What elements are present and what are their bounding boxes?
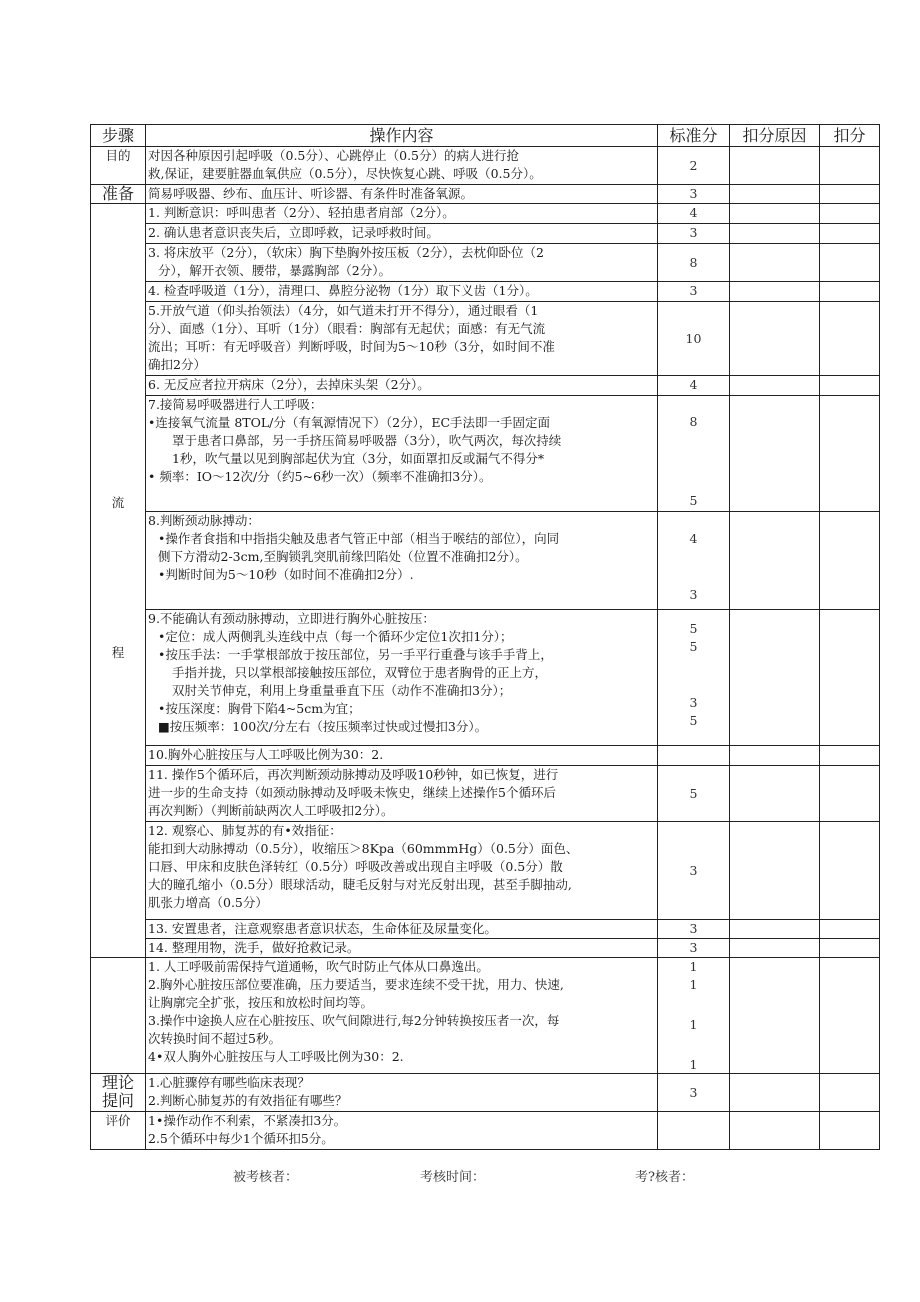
purpose-row bbox=[91, 147, 880, 185]
flow-9-line-4: 手指并拢，只以掌根部接触按压部位，双臂位于患者胸骨的正上方， bbox=[172, 665, 548, 680]
flow-11-line-1: 11. 操作5个循环后，再次判断颈动脉搏动及呼吸10秒钟，如已恢复，进行 bbox=[148, 767, 559, 782]
flow-5-line-4: 确扣2分） bbox=[148, 357, 206, 372]
notes-line-2: 2.胸外心脏按压部位要准确，压力要适当，要求连续不受干扰，用力、快速, bbox=[148, 977, 564, 992]
flow-4-text: 4. 检查呼吸道（1分），清理口、鼻腔分泌物（1分）取下义齿（1分）。 bbox=[148, 283, 538, 298]
flow-2-score: 3 bbox=[658, 224, 730, 244]
prep-content bbox=[146, 185, 658, 204]
flow-5-reason bbox=[730, 302, 820, 376]
header-step: 步骤 bbox=[91, 125, 146, 147]
flow-14-text: 14. 整理用物，洗手，做好抢救记录。 bbox=[148, 940, 360, 955]
flow-8-deduct bbox=[820, 512, 880, 610]
flow-7-score-cell bbox=[658, 396, 730, 512]
flow-8-score-2: 3 bbox=[689, 587, 698, 602]
flow-row-12 bbox=[91, 822, 880, 920]
flow-3-line-2: 分），解开衣领、腰带，暴露胸部（2分）。 bbox=[158, 263, 391, 278]
step-flow-char-1: 流 bbox=[111, 495, 125, 510]
flow-2-text: 2. 确认患者意识丧失后，立即呼救，记录呼救时间。 bbox=[148, 225, 439, 240]
flow-12-reason bbox=[730, 822, 820, 920]
flow-13-content bbox=[146, 920, 658, 939]
header-deduct-reason: 扣分原因 bbox=[730, 125, 820, 147]
flow-6-text: 6. 无反应者拉开病床（2分），去掉床头架（2分）。 bbox=[148, 377, 430, 392]
notes-line-4: 3.操作中途换人应在心脏按压、吹气间隙进行,每2分钟转换按压者一次，每 bbox=[148, 1013, 560, 1028]
purpose-line-1: 对因各种原因引起呼吸（0.5分）、心跳停止（0.5分）的病人进行抢 bbox=[148, 148, 520, 163]
eval-deduct bbox=[820, 1112, 880, 1150]
step-notes bbox=[91, 958, 146, 1074]
prep-text: 简易呼吸器、纱布、血压计、听诊器、有条件时准备氧源。 bbox=[148, 186, 474, 201]
flow-12-line-5: 肌张力增高（0.5分） bbox=[148, 895, 268, 910]
flow-row-11 bbox=[91, 766, 880, 822]
flow-row-9 bbox=[91, 610, 880, 746]
prep-row bbox=[91, 185, 880, 204]
eval-score bbox=[658, 1112, 730, 1150]
prep-deduct bbox=[820, 185, 880, 204]
flow-7-line-4: 1秒，吹气量以见到胸部起伏为宜（3分，如面罩扣反或漏气不得分* bbox=[172, 451, 545, 466]
flow-row-5 bbox=[91, 302, 880, 376]
flow-7-line-5: • 频率：IO～12次/分（约5~6秒一次）（频率不准确扣3分）。 bbox=[148, 469, 492, 484]
flow-11-content bbox=[146, 766, 658, 822]
notes-deduct bbox=[820, 958, 880, 1074]
flow-3-score: 8 bbox=[658, 244, 730, 282]
flow-12-content bbox=[146, 822, 658, 920]
flow-5-line-2: 分）、面感（1分）、耳听（1分）（眼看：胸部有无起伏；面感：有无气流 bbox=[148, 321, 546, 336]
step-purpose: 目的 bbox=[91, 147, 146, 185]
footer-examinee: 被考核者： bbox=[233, 1170, 299, 1185]
flow-9-score-2: 5 bbox=[689, 639, 698, 654]
flow-7-line-1: 7.接简易呼吸器进行人工呼吸： bbox=[148, 397, 323, 412]
flow-row-7 bbox=[91, 396, 880, 512]
flow-14-content bbox=[146, 939, 658, 958]
step-theory-line-1: 理论 bbox=[101, 1073, 134, 1092]
flow-4-score: 3 bbox=[658, 282, 730, 302]
theory-reason bbox=[730, 1074, 820, 1112]
flow-9-score-cell bbox=[658, 610, 730, 746]
flow-1-text: 1. 判断意识：呼叫患者（2分）、轻拍患者肩部（2分）。 bbox=[148, 205, 455, 220]
notes-content bbox=[146, 958, 658, 1074]
flow-12-line-4: 大的瞳孔缩小（0.5分）眼球活动，睫毛反射与对光反射出现，甚至手脚抽动, bbox=[148, 877, 572, 892]
notes-line-5: 次转换时间不超过5秒。 bbox=[148, 1031, 281, 1046]
flow-6-content bbox=[146, 376, 658, 396]
flow-11-line-2: 进一步的生命支持（如颈动脉搏动及呼吸未恢史，继续上述操作5个循环后 bbox=[148, 785, 556, 800]
purpose-deduct bbox=[820, 147, 880, 185]
notes-line-1: 1. 人工呼吸前需保持气道通畅，吹气时防止气体从口鼻逸出。 bbox=[148, 959, 489, 974]
flow-7-line-2: •连接氧气流量 8TOL/分（有氧源情况下）（2分），EC手法即一手固定面 bbox=[148, 415, 551, 430]
theory-score: 3 bbox=[658, 1074, 730, 1112]
flow-12-line-2: 能扣到大动脉搏动（0.5分），收缩压＞8Kpa（60mmmHg）（0.5分）面色、 bbox=[148, 841, 579, 856]
step-prep: 准备 bbox=[91, 185, 146, 204]
header-standard-score: 标准分 bbox=[658, 125, 730, 147]
flow-9-reason bbox=[730, 610, 820, 746]
flow-14-score: 3 bbox=[658, 939, 730, 958]
flow-8-content bbox=[146, 512, 658, 610]
flow-9-content bbox=[146, 610, 658, 746]
flow-9-deduct bbox=[820, 610, 880, 746]
flow-7-line-3: 罩于患者口鼻部，另一手挤压简易呼吸器（3分），吹气两次，每次持续 bbox=[172, 433, 562, 448]
step-theory-line-2: 提问 bbox=[101, 1091, 134, 1110]
flow-11-line-3: 再次判断）（判断前缺两次人工呼吸扣2分）。 bbox=[148, 803, 394, 818]
flow-13-text: 13. 安置患者，注意观察患者意识状态，生命体征及尿量变化。 bbox=[148, 921, 497, 936]
flow-14-deduct bbox=[820, 939, 880, 958]
flow-1-score: 4 bbox=[658, 204, 730, 224]
notes-score-1: 1 bbox=[689, 959, 698, 974]
flow-9-line-2: •定位：成人两侧乳头连线中点（每一个循环少定位1次扣1分）； bbox=[158, 629, 513, 644]
flow-8-reason bbox=[730, 512, 820, 610]
flow-9-line-1: 9.不能确认有颈动脉搏动，立即进行胸外心脏按压： bbox=[148, 611, 435, 626]
theory-line-2: 2.判断心肺复苏的有效指征有哪些？ bbox=[148, 1093, 348, 1108]
theory-line-1: 1.心脏骤停有哪些临床表现？ bbox=[148, 1075, 310, 1090]
flow-9-score-1: 5 bbox=[689, 621, 698, 636]
flow-8-score-cell bbox=[658, 512, 730, 610]
flow-11-score: 5 bbox=[658, 766, 730, 822]
flow-6-deduct bbox=[820, 376, 880, 396]
theory-content bbox=[146, 1074, 658, 1112]
flow-5-line-1: 5.开放气道（仰头抬领法）（4分，如气道未打开不得分），通过眼看（1 bbox=[148, 303, 539, 318]
notes-line-6: 4•双人胸外心脏按压与人工呼吸比例为30：2. bbox=[148, 1049, 404, 1064]
flow-10-score bbox=[658, 746, 730, 766]
flow-10-content bbox=[146, 746, 658, 766]
flow-11-deduct bbox=[820, 766, 880, 822]
step-flow-char-2: 程 bbox=[111, 645, 125, 660]
flow-4-deduct bbox=[820, 282, 880, 302]
flow-10-text: 10.胸外心脏按压与人工呼吸比例为30：2. bbox=[148, 747, 384, 762]
flow-row-8 bbox=[91, 512, 880, 610]
eval-row bbox=[91, 1112, 880, 1150]
flow-8-line-1: 8.判断颈动脉搏动： bbox=[148, 513, 260, 528]
purpose-reason bbox=[730, 147, 820, 185]
flow-9-line-3: •按压手法：一手掌根部放于按压部位，另一手平行重叠与该手手背上， bbox=[158, 647, 553, 662]
notes-row bbox=[91, 958, 880, 1074]
eval-reason bbox=[730, 1112, 820, 1150]
flow-1-content bbox=[146, 204, 658, 224]
flow-9-score-3: 3 bbox=[689, 695, 698, 710]
theory-row bbox=[91, 1074, 880, 1112]
step-theory bbox=[91, 1074, 146, 1112]
flow-8-line-2: •操作者食指和中指指尖触及患者气管正中部（相当于喉结的部位），向同 bbox=[158, 531, 560, 546]
flow-2-deduct bbox=[820, 224, 880, 244]
flow-3-line-1: 3. 将床放平（2分），（软床）胸下垫胸外按压板（2分），去枕仰卧位（2 bbox=[148, 245, 545, 260]
flow-7-deduct bbox=[820, 396, 880, 512]
header-deduct: 扣分 bbox=[820, 125, 880, 147]
flow-6-score: 4 bbox=[658, 376, 730, 396]
flow-8-score-1: 4 bbox=[689, 531, 698, 546]
flow-7-score-1: 8 bbox=[689, 414, 698, 429]
flow-13-reason bbox=[730, 920, 820, 939]
flow-9-line-6: •按压深度：胸骨下陷4~5cm为宜； bbox=[158, 701, 361, 716]
flow-4-content bbox=[146, 282, 658, 302]
notes-score-3: 1 bbox=[689, 1017, 698, 1032]
flow-9-line-7: ■按压频率：100次/分左右（按压频率过快或过慢扣3分）。 bbox=[158, 719, 488, 734]
flow-7-reason bbox=[730, 396, 820, 512]
flow-row-3 bbox=[91, 244, 880, 282]
prep-score: 3 bbox=[658, 185, 730, 204]
notes-score-4: 1 bbox=[689, 1057, 698, 1072]
footer-exam-time: 考核时间： bbox=[420, 1170, 486, 1185]
flow-1-reason bbox=[730, 204, 820, 224]
flow-6-reason bbox=[730, 376, 820, 396]
flow-5-score: 10 bbox=[658, 302, 730, 376]
flow-12-line-1: 12. 观察心、肺复苏的有•效指征： bbox=[148, 823, 342, 838]
flow-row-14 bbox=[91, 939, 880, 958]
flow-10-reason bbox=[730, 746, 820, 766]
flow-2-content bbox=[146, 224, 658, 244]
flow-5-line-3: 流出；耳听：有无呼吸音）判断呼吸，时间为5～10秒（3分，如时间不准 bbox=[148, 339, 555, 354]
flow-row-1 bbox=[91, 204, 880, 224]
flow-9-line-5: 双肘关节伸克，利用上身重量垂直下压（动作不准确扣3分）； bbox=[172, 683, 512, 698]
flow-7-score-2: 5 bbox=[689, 493, 698, 508]
flow-1-deduct bbox=[820, 204, 880, 224]
flow-11-reason bbox=[730, 766, 820, 822]
flow-14-reason bbox=[730, 939, 820, 958]
notes-line-3: 让胸廓完全扩张，按压和放松时间均等。 bbox=[148, 995, 374, 1010]
flow-3-content bbox=[146, 244, 658, 282]
header-row bbox=[91, 125, 880, 147]
prep-reason bbox=[730, 185, 820, 204]
eval-line-2: 2.5个循环中每少1个循环扣5分。 bbox=[148, 1131, 334, 1146]
flow-10-deduct bbox=[820, 746, 880, 766]
notes-score-2: 1 bbox=[689, 977, 698, 992]
flow-3-reason bbox=[730, 244, 820, 282]
cpr-assessment-table bbox=[90, 124, 880, 1150]
flow-9-score-4: 5 bbox=[689, 713, 698, 728]
notes-score-cell bbox=[658, 958, 730, 1074]
header-content: 操作内容 bbox=[146, 125, 658, 147]
purpose-score: 2 bbox=[658, 147, 730, 185]
flow-13-deduct bbox=[820, 920, 880, 939]
flow-12-line-3: 口唇、甲床和皮肤色泽转红（0.5分）呼吸改善或出现自主呼吸（0.5分）散 bbox=[148, 859, 563, 874]
purpose-line-2: 救,保证，建要脏器血氧供应（0.5分），尽快恢复心跳、呼吸（0.5分）。 bbox=[148, 166, 542, 181]
flow-row-10 bbox=[91, 746, 880, 766]
flow-3-deduct bbox=[820, 244, 880, 282]
step-eval: 评价 bbox=[91, 1112, 146, 1150]
flow-4-reason bbox=[730, 282, 820, 302]
flow-8-line-4: •判断时间为5～10秒（如时间不准确扣2分）. bbox=[158, 567, 414, 582]
flow-13-score: 3 bbox=[658, 920, 730, 939]
theory-deduct bbox=[820, 1074, 880, 1112]
footer-examiner: 考?核者： bbox=[635, 1170, 694, 1185]
flow-5-deduct bbox=[820, 302, 880, 376]
purpose-content bbox=[146, 147, 658, 185]
flow-2-reason bbox=[730, 224, 820, 244]
flow-row-13 bbox=[91, 920, 880, 939]
flow-row-6 bbox=[91, 376, 880, 396]
flow-12-score: 3 bbox=[658, 822, 730, 920]
flow-7-content bbox=[146, 396, 658, 512]
flow-12-deduct bbox=[820, 822, 880, 920]
flow-row-2 bbox=[91, 224, 880, 244]
step-flow bbox=[91, 204, 146, 958]
flow-5-content bbox=[146, 302, 658, 376]
eval-line-1: 1•操作动作不利索，不紧凑扣3分。 bbox=[148, 1113, 347, 1128]
eval-content bbox=[146, 1112, 658, 1150]
flow-8-line-3: 侧下方滑动2-3cm,至胸锁乳突肌前缘凹陷处（位置不准确扣2分）。 bbox=[158, 549, 528, 564]
notes-reason bbox=[730, 958, 820, 1074]
flow-row-4 bbox=[91, 282, 880, 302]
